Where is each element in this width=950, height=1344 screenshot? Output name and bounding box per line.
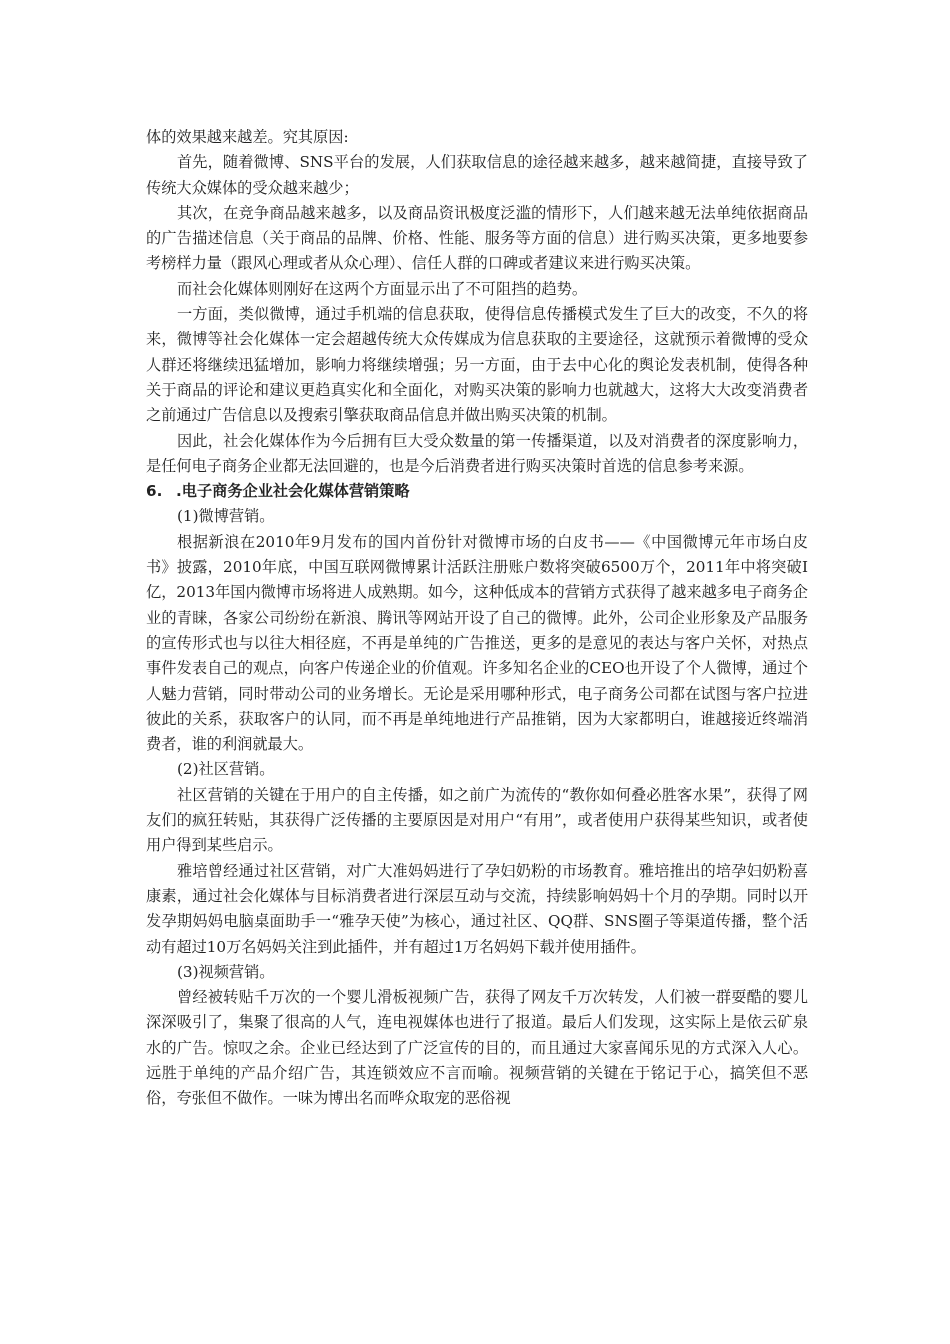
- document-body: [146, 125, 808, 1112]
- paragraph-abbott-case: 雅培曾经通过社区营销，对广大准妈妈进行了孕妇奶粉的市场教育。雅培推出的培孕妇奶粉喜康素，通过社会化媒体与目标消费者进行深层互动与交流，持续影响妈妈十个月的孕期。同时以开发孕期妈妈电脑桌面助手一“雅孕天使”为核心，通过社区、QQ群、SNS圈子等渠道传播，整个活动有超过10万名妈妈关注到此插件，并有超过1万名妈妈下载并使用插件。: [146, 861, 808, 956]
- paragraph-community-marketing: 社区营销的关键在于用户的自主传播，如之前广为流传的“教你如何叠必胜客水果”，获得了网友们的疯狂转贴，其获得广泛传播的主要原因是对用户“有用”，或者使用户获得某些知识，或者使用户得到某些启示。: [146, 785, 808, 855]
- subheading-weibo-marketing: (1)微博营销。: [177, 507, 275, 526]
- section-number: 6.: [146, 482, 163, 501]
- section-title: .电子商务企业社会化媒体营销策略: [176, 482, 410, 501]
- paragraph-video-marketing: 曾经被转贴千万次的一个婴儿滑板视频广告，获得了网友千万次转发，人们被一群耍酷的婴儿深深吸引了，集聚了很高的人气，连电视媒体也进行了报道。最后人们发现，这实际上是依云矿泉水的广告。惊叹之余。企业已经达到了广泛宣传的目的，而且通过大家喜闻乐见的方式深入人心。远胜于单纯的产品介绍广告，其连锁效应不言而喻。视频营销的关键在于铭记于心，搞笑但不恶俗，夸张但不做作。一味为博出名而哗众取宠的恶俗视: [146, 988, 808, 1108]
- paragraph-second-reason: 其次，在竞争商品越来越多，以及商品资讯极度泛滥的情形下，人们越来越无法单纯依据商品的广告描述信息（关于商品的品牌、价格、性能、服务等方面的信息）进行购买决策，更多地要参考榜样力量（跟风心理或者从众心理）、信任人群的口碑或者建议来进行购买决策。: [146, 203, 808, 273]
- paragraph-conclusion: 因此，社会化媒体作为今后拥有巨大受众数量的第一传播渠道，以及对消费者的深度影响力，是任何电子商务企业都无法回避的，也是今后消费者进行购买决策时首选的信息参考来源。: [146, 431, 808, 475]
- paragraph-microblog-impact: 一方面，类似微博，通过手机端的信息获取，使得信息传播模式发生了巨大的改变，不久的将来，微博等社会化媒体一定会超越传统大众传媒成为信息获取的主要途径，这就预示着微博的受众人群还将继续迅猛增加，影响力将继续增强；另一方面，由于去中心化的舆论发表机制，使得各种关于商品的评论和建议更趋真实化和全面化，对购买决策的影响力也就越大，这将大大改变消费者之前通过广告信息以及搜索引擎获取商品信息并做出购买决策的机制。: [146, 305, 808, 425]
- subheading-community-marketing: (2)社区营销。: [177, 760, 275, 779]
- section-heading: [146, 479, 808, 504]
- subheading-video-marketing: (3)视频营销。: [177, 962, 275, 981]
- paragraph-weibo-marketing: 根据新浪在2010年9月发布的国内首份针对微博市场的白皮书——《中国微博元年市场白皮书》披露，2010年底，中国互联网微博累计活跃注册账户数将突破6500万个，2011年中将突破I亿，2013年国内微博市场将进人成熟期。如今，这种低成本的营销方式获得了越来越多电子商务企业的青睐，各家公司纷纷在新浪、腾讯等网站开设了自己的微博。此外，公司企业形象及产品服务的宣传形式也与以往大相径庭，不再是单纯的广告推送，更多的是意见的表达与客户关怀，对热点事件发表自己的观点，向客户传递企业的价值观。许多知名企业的CEO也开设了个人微博，通过个人魅力营销，同时带动公司的业务增长。无论是采用哪种形式，电子商务公司都在试图与客户拉进彼此的关系，获取客户的认同，而不再是单纯地进行产品推销，因为大家都明白，谁越接近终端消费者，谁的利润就最大。: [146, 532, 808, 754]
- paragraph-intro-continued: 体的效果越来越差。究其原因:: [146, 128, 349, 146]
- paragraph-first-reason: 首先，随着微博、SNS平台的发展，人们获取信息的途径越来越多，越来越简捷，直接导致了传统大众媒体的受众越来越少；: [146, 153, 808, 197]
- paragraph-trend: 而社会化媒体则刚好在这两个方面显示出了不可阻挡的趋势。: [177, 279, 588, 298]
